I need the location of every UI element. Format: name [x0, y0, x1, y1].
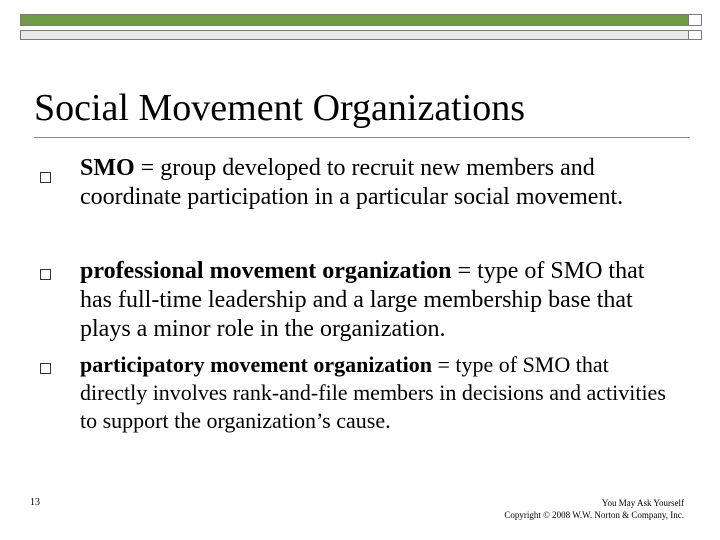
square-bullet-icon	[40, 363, 51, 374]
footer-credit	[504, 497, 684, 521]
copyright-notice: Copyright © 2008 W.W. Norton & Company, Inc.	[504, 510, 684, 520]
item-separator: =	[451, 258, 478, 284]
item-term: professional movement organization	[80, 258, 452, 284]
list-item	[80, 154, 680, 212]
header-band-gray	[20, 30, 690, 40]
square-bullet-icon	[40, 269, 51, 280]
square-bullet-icon	[40, 172, 51, 183]
header-band-end-cap	[688, 14, 702, 26]
slide-title: Social Movement Organizations	[34, 87, 526, 129]
page-number: 13	[30, 497, 40, 508]
item-term: participatory movement organization	[80, 352, 432, 377]
list-item	[80, 257, 680, 344]
title-divider	[34, 137, 690, 138]
list-item	[80, 351, 680, 435]
header-band-green	[20, 14, 690, 26]
book-title: You May Ask Yourself	[601, 498, 684, 508]
item-definition: type of SMO that has full-time leadership and a large membership base that plays a minor role in the organization.	[80, 258, 645, 342]
item-separator: =	[134, 155, 161, 181]
item-term: SMO	[80, 155, 135, 181]
item-definition: group developed to recruit new members and coordinate participation in a particular social movement.	[80, 155, 624, 210]
header-band-end-cap-lower	[688, 30, 702, 40]
item-separator: =	[431, 352, 456, 377]
item-definition: type of SMO that directly involves rank-and-file members in decisions and activities to support the organization’s cause.	[80, 352, 666, 433]
